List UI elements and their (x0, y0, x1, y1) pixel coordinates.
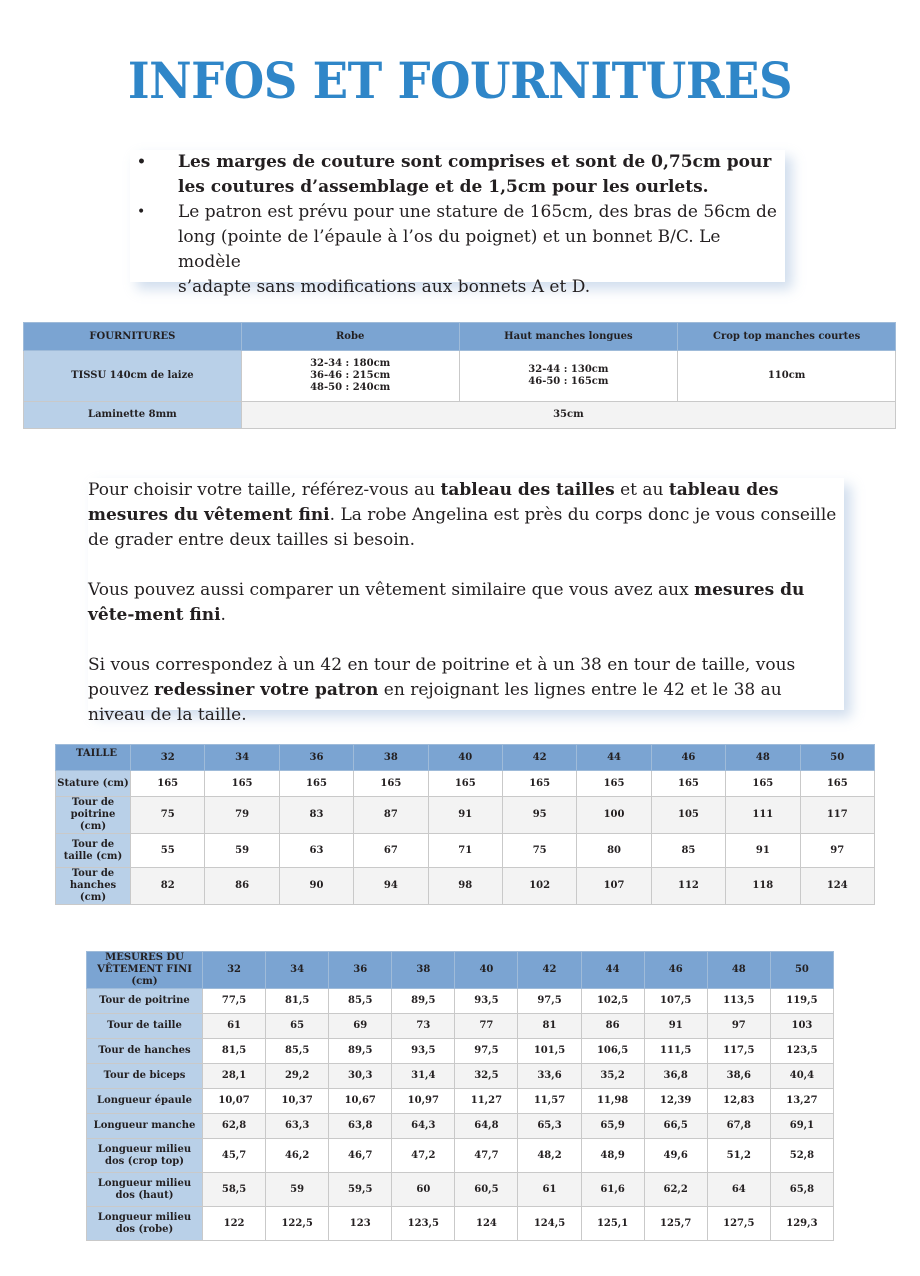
table-cell: 67,8 (707, 1114, 770, 1139)
row-label: Longueur milieu dos (robe) (87, 1207, 203, 1241)
row-label: Longueur manche (87, 1114, 203, 1139)
table-cell: 65,9 (581, 1114, 644, 1139)
header-row (56, 745, 875, 771)
table-cell: 28,1 (203, 1064, 266, 1089)
table-row (56, 797, 875, 834)
body-text: Vous pouvez aussi comparer un vêtement similaire que vous avez aux (88, 580, 695, 600)
note-line: long (pointe de l’épaule à l’os du poignet) et un bonnet B/C. Le modèle (178, 227, 721, 272)
header-row (87, 952, 834, 989)
table-cell: 97 (800, 834, 874, 868)
table-cell: 89,5 (329, 1039, 392, 1064)
table-cell: 124 (455, 1207, 518, 1241)
table-cell: 60,5 (455, 1173, 518, 1207)
row-label: Stature (cm) (56, 771, 131, 797)
table-cell: 102,5 (581, 989, 644, 1014)
table-cell: 118 (726, 868, 800, 905)
size-column-header: 48 (726, 745, 800, 771)
table-cell: 65 (266, 1014, 329, 1039)
table-cell: 73 (392, 1014, 455, 1039)
table-cell: 58,5 (203, 1173, 266, 1207)
table-cell: 63 (279, 834, 353, 868)
table-cell: 122,5 (266, 1207, 329, 1241)
table-cell: 35,2 (581, 1064, 644, 1089)
notes-list (130, 150, 785, 300)
table-cell: 85,5 (266, 1039, 329, 1064)
table-cell: 32,5 (455, 1064, 518, 1089)
table-cell: 119,5 (770, 989, 833, 1014)
table-cell: 48,2 (518, 1139, 581, 1173)
table-cell: 80 (577, 834, 651, 868)
table-cell: 122 (203, 1207, 266, 1241)
advice-paragraph-1 (88, 478, 844, 553)
size-column-header: 44 (577, 745, 651, 771)
notes-card (130, 150, 785, 297)
table-cell: 165 (205, 771, 279, 797)
table-cell: 79 (205, 797, 279, 834)
table-row (56, 868, 875, 905)
table-cell: 129,3 (770, 1207, 833, 1241)
size-column-header: 50 (770, 952, 833, 989)
laminette-value: 35cm (241, 402, 895, 429)
bullet-icon: • (137, 154, 146, 170)
size-column-header: 32 (203, 952, 266, 989)
measurements-header: MESURES DU VÊTEMENT FINI (cm) (87, 952, 203, 989)
table-cell: 10,67 (329, 1089, 392, 1114)
table-cell: 45,7 (203, 1139, 266, 1173)
table-cell: 11,27 (455, 1089, 518, 1114)
table-cell: 64,8 (455, 1114, 518, 1139)
table-cell: 97 (707, 1014, 770, 1039)
table-cell: 29,2 (266, 1064, 329, 1089)
advice-paragraph-3 (88, 653, 844, 728)
size-column-header: 40 (428, 745, 502, 771)
table-cell: 64,3 (392, 1114, 455, 1139)
table-cell: 59 (266, 1173, 329, 1207)
size-column-header: 38 (392, 952, 455, 989)
table-cell: 51,2 (707, 1139, 770, 1173)
row-label: Tour de poitrine (87, 989, 203, 1014)
table-cell: 101,5 (518, 1039, 581, 1064)
table-cell: 10,07 (203, 1089, 266, 1114)
table-row (87, 1173, 834, 1207)
table-cell: 40,4 (770, 1064, 833, 1089)
table-cell: 77 (455, 1014, 518, 1039)
table-cell: 61 (203, 1014, 266, 1039)
table-cell: 87 (354, 797, 428, 834)
table-cell: 107,5 (644, 989, 707, 1014)
table-cell: 165 (354, 771, 428, 797)
table-cell: 10,37 (266, 1089, 329, 1114)
size-column-header: 44 (581, 952, 644, 989)
table-cell: 65,3 (518, 1114, 581, 1139)
table-cell: 89,5 (392, 989, 455, 1014)
table-cell: 12,83 (707, 1089, 770, 1114)
table-cell: 55 (131, 834, 205, 868)
table-cell: 125,7 (644, 1207, 707, 1241)
table-cell: 165 (428, 771, 502, 797)
table-cell: 165 (577, 771, 651, 797)
table-cell: 60 (392, 1173, 455, 1207)
table-cell: 117,5 (707, 1039, 770, 1064)
size-column-header: 46 (651, 745, 725, 771)
table-cell: 63,3 (266, 1114, 329, 1139)
table-cell: 30,3 (329, 1064, 392, 1089)
row-label: Tour de hanches (cm) (56, 868, 131, 905)
table-cell: 69 (329, 1014, 392, 1039)
table-row (87, 1089, 834, 1114)
table-cell: 47,2 (392, 1139, 455, 1173)
table-cell: 36,8 (644, 1064, 707, 1089)
table-cell: 33,6 (518, 1064, 581, 1089)
row-label: Tour de biceps (87, 1064, 203, 1089)
tissu-label: TISSU 140cm de laize (24, 351, 242, 402)
table-cell: 97,5 (518, 989, 581, 1014)
table-row (87, 1039, 834, 1064)
table-cell: 12,39 (644, 1089, 707, 1114)
table-cell: 91 (644, 1014, 707, 1039)
body-text: en rejoignant les lignes entre le 42 et le 38 au niveau de la taille. (88, 680, 782, 725)
table-cell: 65,8 (770, 1173, 833, 1207)
table-cell: 38,6 (707, 1064, 770, 1089)
note-line: Les marges de couture sont comprises et sont de 0,75cm pour (178, 152, 772, 172)
table-cell: 13,27 (770, 1089, 833, 1114)
table-row (56, 771, 875, 797)
table-cell: 103 (770, 1014, 833, 1039)
row-label: Longueur milieu dos (crop top) (87, 1139, 203, 1173)
table-cell: 165 (726, 771, 800, 797)
table-cell: 123 (329, 1207, 392, 1241)
body-text: . (220, 605, 226, 625)
tissu-crop: 110cm (678, 351, 896, 402)
table-cell: 106,5 (581, 1039, 644, 1064)
table-cell: 105 (651, 797, 725, 834)
table-cell: 93,5 (455, 989, 518, 1014)
finished-measurements-table (86, 951, 834, 1241)
size-header: TAILLE (56, 745, 131, 771)
row-label: Tour de taille (cm) (56, 834, 131, 868)
table-cell: 94 (354, 868, 428, 905)
table-cell: 62,2 (644, 1173, 707, 1207)
row-label: Longueur milieu dos (haut) (87, 1173, 203, 1207)
table-cell: 49,6 (644, 1139, 707, 1173)
table-cell: 97,5 (455, 1039, 518, 1064)
table-cell: 81 (518, 1014, 581, 1039)
size-column-header: 46 (644, 952, 707, 989)
table-row (87, 1014, 834, 1039)
table-cell: 66,5 (644, 1114, 707, 1139)
table-cell: 113,5 (707, 989, 770, 1014)
table-cell: 91 (428, 797, 502, 834)
table-cell: 81,5 (266, 989, 329, 1014)
table-cell: 112 (651, 868, 725, 905)
table-row (56, 834, 875, 868)
table-cell: 124 (800, 868, 874, 905)
table-cell: 111 (726, 797, 800, 834)
table-cell: 63,8 (329, 1114, 392, 1139)
table-cell: 91 (726, 834, 800, 868)
table-cell: 75 (502, 834, 576, 868)
table-cell: 67 (354, 834, 428, 868)
note-line: Le patron est prévu pour une stature de 165cm, des bras de 56cm de (178, 202, 777, 222)
table-cell: 52,8 (770, 1139, 833, 1173)
table-cell: 98 (428, 868, 502, 905)
table-row (87, 1114, 834, 1139)
table-cell: 71 (428, 834, 502, 868)
size-column-header: 42 (502, 745, 576, 771)
page-title: INFOS ET FOURNITURES (127, 51, 793, 110)
table-row (87, 1139, 834, 1173)
table-cell: 62,8 (203, 1114, 266, 1139)
table-cell: 11,57 (518, 1089, 581, 1114)
table-cell: 46,2 (266, 1139, 329, 1173)
emphasis-text: tableau des mesures du vêtement fini (88, 480, 779, 525)
fournitures-table (23, 322, 896, 429)
table-cell: 127,5 (707, 1207, 770, 1241)
table-cell: 48,9 (581, 1139, 644, 1173)
size-column-header: 34 (205, 745, 279, 771)
body-text: et au (614, 480, 669, 500)
row-label: Longueur épaule (87, 1089, 203, 1114)
crop-header: Crop top manches courtes (678, 323, 896, 351)
table-cell: 59,5 (329, 1173, 392, 1207)
table-cell: 102 (502, 868, 576, 905)
table-cell: 61 (518, 1173, 581, 1207)
size-column-header: 42 (518, 952, 581, 989)
table-cell: 85 (651, 834, 725, 868)
emphasis-text: redessiner votre patron (154, 680, 379, 700)
bullet-icon: • (137, 204, 146, 220)
size-chart-table (55, 744, 875, 905)
haut-header: Haut manches longues (459, 323, 678, 351)
tissu-robe: 32-34 : 180cm 36-46 : 215cm 48-50 : 240cm (241, 351, 459, 402)
row-label: Tour de hanches (87, 1039, 203, 1064)
table-cell: 123,5 (392, 1207, 455, 1241)
table-cell: 95 (502, 797, 576, 834)
body-text: . La robe Angelina est près du corps donc je vous conseille de grader entre deux tailles si besoin. (88, 505, 837, 550)
table-cell: 125,1 (581, 1207, 644, 1241)
tissu-haut: 32-44 : 130cm 46-50 : 165cm (459, 351, 678, 402)
advice-paragraph-2 (88, 578, 844, 628)
size-column-header: 48 (707, 952, 770, 989)
table-cell: 59 (205, 834, 279, 868)
table-cell: 86 (205, 868, 279, 905)
note-line: s’adapte sans modifications aux bonnets A et D. (178, 277, 591, 297)
table-cell: 90 (279, 868, 353, 905)
size-column-header: 32 (131, 745, 205, 771)
note-item (130, 150, 785, 200)
row-label: Tour de poitrine (cm) (56, 797, 131, 834)
table-cell: 46,7 (329, 1139, 392, 1173)
table-cell: 81,5 (203, 1039, 266, 1064)
table-cell: 165 (131, 771, 205, 797)
table-cell: 86 (581, 1014, 644, 1039)
size-advice-card (88, 478, 844, 725)
table-cell: 165 (279, 771, 353, 797)
table-cell: 75 (131, 797, 205, 834)
size-column-header: 38 (354, 745, 428, 771)
table-cell: 165 (800, 771, 874, 797)
body-text: Si vous correspondez à un 42 en tour de poitrine et à un 38 en tour de taille, vous pouvez (88, 655, 796, 700)
table-cell: 93,5 (392, 1039, 455, 1064)
table-cell: 107 (577, 868, 651, 905)
body-text: Pour choisir votre taille, référez-vous au (88, 480, 441, 500)
table-cell: 85,5 (329, 989, 392, 1014)
emphasis-text: mesures du vête-ment fini (88, 580, 805, 625)
size-column-header: 50 (800, 745, 874, 771)
table-cell: 69,1 (770, 1114, 833, 1139)
table-cell: 100 (577, 797, 651, 834)
table-row (87, 1207, 834, 1241)
table-cell: 123,5 (770, 1039, 833, 1064)
table-cell: 165 (502, 771, 576, 797)
table-cell: 111,5 (644, 1039, 707, 1064)
table-cell: 47,7 (455, 1139, 518, 1173)
table-cell: 31,4 (392, 1064, 455, 1089)
table-cell: 165 (651, 771, 725, 797)
fournitures-header: FOURNITURES (24, 323, 242, 351)
table-cell: 124,5 (518, 1207, 581, 1241)
laminette-label: Laminette 8mm (24, 402, 242, 429)
table-cell: 61,6 (581, 1173, 644, 1207)
note-line: les coutures d’assemblage et de 1,5cm pour les ourlets. (178, 177, 709, 197)
table-cell: 11,98 (581, 1089, 644, 1114)
table-cell: 77,5 (203, 989, 266, 1014)
size-column-header: 34 (266, 952, 329, 989)
table-cell: 82 (131, 868, 205, 905)
table-row (87, 989, 834, 1014)
size-column-header: 36 (279, 745, 353, 771)
table-cell: 64 (707, 1173, 770, 1207)
emphasis-text: tableau des tailles (440, 480, 615, 500)
table-cell: 10,97 (392, 1089, 455, 1114)
size-column-header: 40 (455, 952, 518, 989)
size-column-header: 36 (329, 952, 392, 989)
table-cell: 117 (800, 797, 874, 834)
note-item (130, 200, 785, 300)
table-row (87, 1064, 834, 1089)
table-cell: 83 (279, 797, 353, 834)
robe-header: Robe (241, 323, 459, 351)
row-label: Tour de taille (87, 1014, 203, 1039)
